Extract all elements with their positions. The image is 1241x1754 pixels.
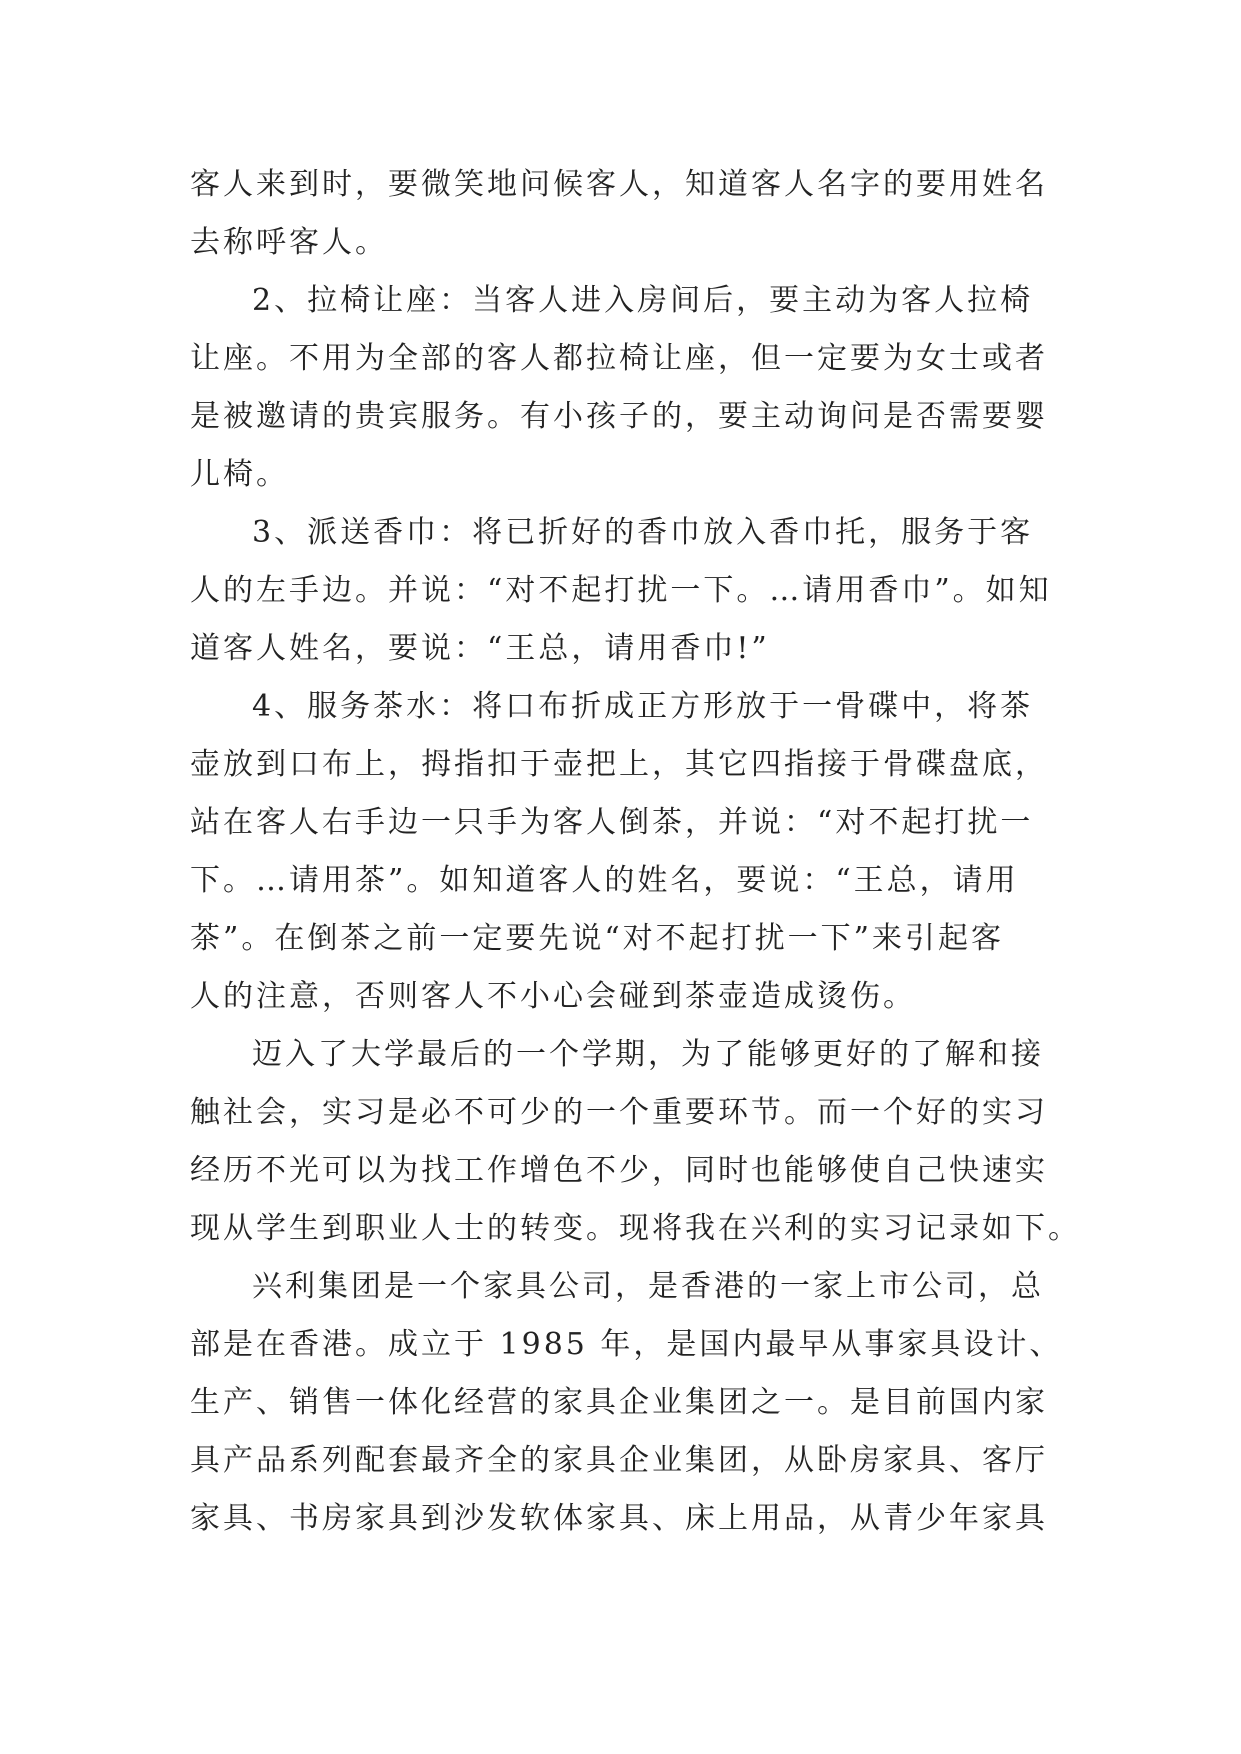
text-line: 部是在香港。成立于 1985 年，是国内最早从事家具设计、: [190, 1327, 1063, 1362]
text-line: 兴利集团是一个家具公司，是香港的一家上市公司，总: [252, 1269, 1044, 1304]
text-line: 茶”。在倒茶之前一定要先说“对不起打扰一下”来引起客: [190, 921, 1005, 956]
text-line: 儿椅。: [190, 457, 289, 492]
text-line: 迈入了大学最后的一个学期，为了能够更好的了解和接: [252, 1037, 1044, 1072]
text-line: 站在客人右手边一只手为客人倒茶，并说：“对不起打扰一: [190, 805, 1034, 840]
text-line: 客人来到时，要微笑地问候客人，知道客人名字的要用姓名: [190, 167, 1048, 202]
text-line: 3、派送香巾：将已折好的香巾放入香巾托，服务于客: [252, 515, 1034, 550]
text-line: 人的注意，否则客人不小心会碰到茶壶造成烫伤。: [190, 979, 916, 1014]
text-line: 去称呼客人。: [190, 225, 388, 260]
text-line: 4、服务茶水：将口布折成正方形放于一骨碟中，将茶: [252, 689, 1034, 724]
text-line: 具产品系列配套最齐全的家具企业集团，从卧房家具、客厅: [190, 1443, 1048, 1478]
document-body: [190, 156, 1081, 1548]
text-line: 触社会，实习是必不可少的一个重要环节。而一个好的实习: [190, 1095, 1048, 1130]
text-line: 让座。不用为全部的客人都拉椅让座，但一定要为女士或者: [190, 341, 1048, 376]
text-line: 道客人姓名，要说：“王总，请用香巾!”: [190, 631, 770, 666]
text-line: 下。…请用茶”。如知道客人的姓名，要说：“王总，请用: [190, 863, 1019, 898]
text-line: 2、拉椅让座：当客人进入房间后，要主动为客人拉椅: [252, 283, 1034, 318]
text-line: 现从学生到职业人士的转变。现将我在兴利的实习记录如下。: [190, 1211, 1081, 1246]
text-line: 生产、销售一体化经营的家具企业集团之一。是目前国内家: [190, 1385, 1048, 1420]
text-line: 人的左手边。并说：“对不起打扰一下。…请用香巾”。如知: [190, 573, 1052, 608]
text-line: 经历不光可以为找工作增色不少，同时也能够使自己快速实: [190, 1153, 1048, 1188]
text-line: 是被邀请的贵宾服务。有小孩子的，要主动询问是否需要婴: [190, 399, 1048, 434]
text-line: 壶放到口布上，拇指扣于壶把上，其它四指接于骨碟盘底，: [190, 747, 1048, 782]
text-line: 家具、书房家具到沙发软体家具、床上用品，从青少年家具: [190, 1501, 1048, 1536]
